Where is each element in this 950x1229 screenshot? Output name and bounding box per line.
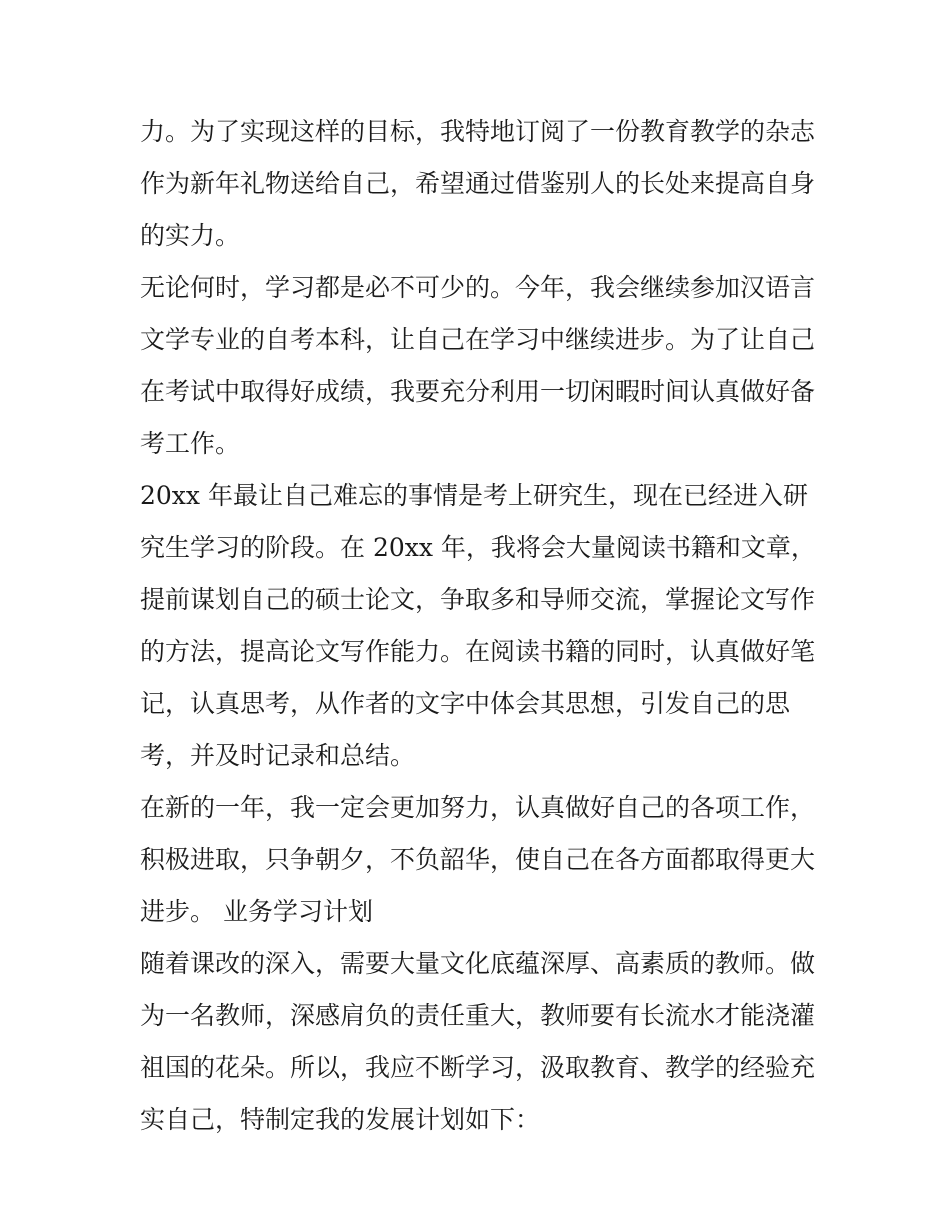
text-line: 记，认真思考，从作者的文字中体会其思想，引发自己的思 <box>140 689 791 718</box>
text-line: 的实力。 <box>140 221 241 250</box>
text-line: 考，并及时记录和总结。 <box>140 741 416 770</box>
text-line: 进步。 业务学习计划 <box>140 897 373 926</box>
text-line: 究生学习的阶段。在 20xx 年，我将会大量阅读书籍和文章， <box>140 533 816 562</box>
text-line: 提前谋划自己的硕士论文，争取多和导师交流，掌握论文写作 <box>140 585 816 614</box>
document-body <box>140 106 820 1146</box>
text-line: 积极进取，只争朝夕，不负韶华，使自己在各方面都取得更大 <box>140 845 816 874</box>
text-line: 的方法，提高论文写作能力。在阅读书籍的同时，认真做好笔 <box>140 637 816 666</box>
text-line: 为一名教师，深感肩负的责任重大，教师要有长流水才能浇灌 <box>140 1001 816 1030</box>
text-line: 作为新年礼物送给自己，希望通过借鉴别人的长处来提高自身 <box>140 169 816 198</box>
text-line: 祖国的花朵。所以，我应不断学习，汲取教育、教学的经验充 <box>140 1053 816 1082</box>
text-line: 在考试中取得好成绩，我要充分利用一切闲暇时间认真做好备 <box>140 377 816 406</box>
text-line: 在新的一年，我一定会更加努力，认真做好自己的各项工作， <box>140 793 816 822</box>
text-line: 随着课改的深入，需要大量文化底蕴深厚、高素质的教师。做 <box>140 949 816 978</box>
text-line: 力。为了实现这样的目标，我特地订阅了一份教育教学的杂志 <box>140 117 816 146</box>
text-line: 20xx 年最让自己难忘的事情是考上研究生，现在已经进入研 <box>140 481 808 510</box>
text-line: 考工作。 <box>140 429 241 458</box>
text-line: 实自己，特制定我的发展计划如下： <box>140 1105 541 1134</box>
text-line: 文学专业的自考本科，让自己在学习中继续进步。为了让自己 <box>140 325 816 354</box>
text-line: 无论何时，学习都是必不可少的。今年，我会继续参加汉语言 <box>140 273 816 302</box>
